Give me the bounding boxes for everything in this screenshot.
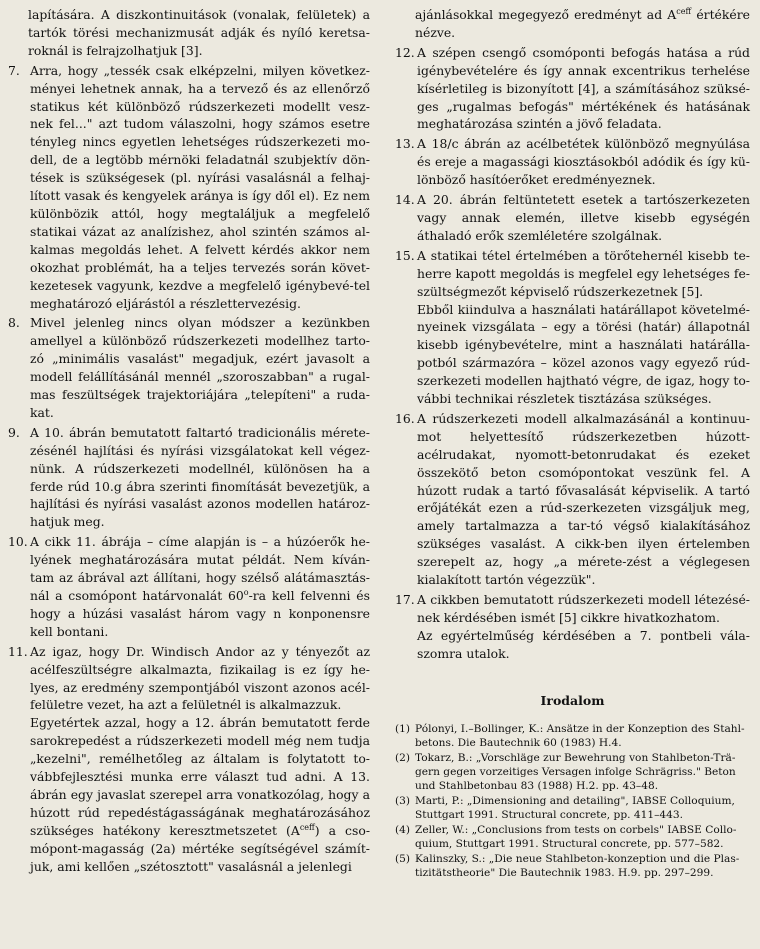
item-text: Az igaz, hogy Dr. Windisch Andor az y tényezőt az acélfeszültségre alkalmazta, fizikailag is ez így he-lyes, az eredmény szempontjából viszont azonos acél-felületre vezet, ha azt a felületnél is alkalmazzuk.: [30, 643, 370, 713]
ceff-sup: ceff: [299, 822, 315, 832]
item-text: A szépen csengő csomóponti befogás hatása a rúd igénybevételére és így annak excentrikus terhelése kísérletileg is bizonyított [4], a számításához szüksé-ges „rugalmas befogás" mértékének és hatásának meghatározása szintén a jövő feladata.: [417, 44, 750, 132]
item-number: 15.: [395, 247, 415, 263]
left-column: [8, 6, 370, 878]
numbered-list: [395, 44, 750, 663]
item-paragraph: Ebből kiindulva a használati határállapot követelmé-nyeinek vizsgálata – egy a törési (határ) állapotnál kisebb igénybevételre, mint a használati határálla-potból származóra – közel azonos vagy egyező rúd-szerkezeti modellen hajtható végre, de igaz, hogy to-vábbi technikai részletek tisztázása szükséges.: [417, 301, 750, 407]
reference-number: (3): [395, 794, 411, 807]
list-item: [395, 410, 750, 589]
reference-item: [395, 751, 750, 793]
item-number: 9.: [8, 424, 20, 440]
item-paragraph: [30, 714, 370, 875]
list-item: [395, 191, 750, 245]
item-text: A rúdszerkezeti modell alkalmazásánál a kontinuu-mot helyettesítő rúdszerkezetben húzott-acélrudakat, nyomott-betonrudakat és ezeket összekötő beton csomópontokat veszünk fel. A húzott rudak a tartó fővasalását képviselik. A tartó erőjátékát ezen a rúd-szerkezeten vizsgáljuk meg, amely tartalmazza a tar-tó végső kialakításához szükséges vasalást. A cikk-ben ilyen értelemben szerepelt az, hogy „a mérete-zést a véglegesen kialakított tartón végezzük".: [417, 410, 750, 588]
item-text: [30, 533, 370, 640]
item-text: A statikai tétel értelmében a törőtehernél kisebb te-herre kapott megoldás is megfelel egy lehetséges fe-szültségmezőt képviselő rúdszerkezetnek [5].: [417, 247, 750, 299]
reference-number: (2): [395, 751, 411, 764]
item-text: A 10. ábrán bemutatott faltartó tradicionális mérete-zésénél hajlítási és nyírási vizsgálatokat kell végez-nünk. A rúdszerkezeti modellnél, különösen ha a ferde rúd 10.g ábra szerinti finomítását bevezetjük, a hajlítási és nyírási vasalást azonos modellen határoz-hatjuk meg.: [30, 424, 370, 530]
item-text-part: ) a cso-mópont-magasság (2a) mértéke segítségével számít-juk, ami kellően „szétosztott" vasalásnál a jelenlegi: [30, 822, 370, 874]
item-number: 10.: [8, 534, 28, 550]
reference-item: [395, 794, 750, 822]
item-text: A 18/c ábrán az acélbetétek különböző megnyúlása és ereje a magassági kiosztásokból adódik és így kü-lönböző hasítóerőket eredményeznek.: [417, 136, 750, 188]
item-number: 12.: [395, 44, 415, 60]
item-number: 13.: [395, 136, 415, 152]
right-column: [395, 6, 750, 881]
list-item: [8, 62, 370, 313]
degree-sup: o: [243, 587, 249, 597]
item-paragraph: Az egyértelműség kérdésében a 7. pontbeli vála-szomra utalok.: [417, 627, 750, 661]
item-text: A 20. ábrán feltüntetett esetek a tartószerkezeten vagy annak elemén, illetve kisebb egységén áthaladó erők szemléletére szolgálnak.: [417, 192, 750, 243]
reference-number: (4): [395, 823, 411, 836]
ceff-sup: ceff: [676, 6, 692, 16]
list-item: [395, 591, 750, 663]
reference-item: [395, 852, 750, 880]
numbered-list: [8, 62, 370, 876]
references-heading: Irodalom: [540, 692, 605, 708]
reference-text: Tokarz, B.: „Vorschläge zur Bewehrung von Stahlbeton-Trä-gern gegen vorzeitiges Versagen infolge Schrägriss." Beton und Stahlbetonbau 83 (1988) H.2. pp. 43–48.: [415, 751, 736, 792]
intro-paragraph: [415, 6, 750, 42]
reference-text: Marti, P.: „Dimensioning and detailing", IABSE Colloquium, Stuttgart 1991. Structural concrete, pp. 411–443.: [415, 794, 735, 821]
reference-text: Kalinszky, S.: „Die neue Stahlbeton-konzeption und die Plas-tizitätstheorie" Die Bautechnik 1983. H.9. pp. 297–299.: [415, 852, 740, 879]
item-text: Mivel jelenleg nincs olyan módszer a kezünkben amellyel a különböző rúdszerkezeti modellhez tarto-zó „minimális vasalást" megadjuk, ezért javasolt a modell felállításánál mennél „szoroszabban" a rugal-mas feszültségek trajektoriájára „telepíteni" a ruda-kat.: [30, 315, 370, 420]
list-item: [8, 314, 370, 421]
reference-number: (1): [395, 722, 411, 735]
reference-item: [395, 823, 750, 851]
item-number: 8.: [8, 315, 20, 331]
item-text-part: A cikk 11. ábrája – címe alapján is – a húzóerők he-lyének meghatározására mutat példát. Nem kíván-tam az ábrával azt állítani, hogy szélső alátámasztás-nál a csomópont határvonalát 60: [30, 534, 370, 603]
intro-text-part: ajánlásokkal megegyező eredményt ad A: [415, 7, 677, 22]
list-item: [395, 247, 750, 408]
list-item: [8, 643, 370, 876]
item-text-part: -ra kell felvenni és hogy a húzási vasalást három vagy n konponensre kell bontani.: [30, 588, 370, 639]
intro-paragraph: lapítására. A diszkontinuitások (vonalak, felületek) a tartók törési mechanizmusát adják és nyíló keretsa-roknál is felrajzolhatjuk [3].: [28, 7, 370, 58]
item-number: 7.: [8, 62, 20, 78]
intro-text-part: értékére nézve.: [415, 7, 750, 40]
item-text: Arra, hogy „tessék csak elképzelni, milyen következ-ményei lehetnek annak, ha a tervező és az ellenőrző statikus két különböző rúdszerkezeti modellt vesz-nek fel..." azt tudom válaszolni, hogy számos esetre tényleg nincs egyetlen lehetséges rúdszerkezeti mo-dell, de a legtöbb mérnöki feladatnál szubjektív dön-tések is szükségesek (pl. nyírási vasalásnál a felhaj-lított vasak és kengyelek aránya is így dől el). Ez nem különbözik attól, hogy megtaláljuk a megfelelő statikai vázat az analízishez, ahol szintén számos al-kalmas megoldás lehet. A felvett kérdés akkor nem okozhat problémát, ha a teljes tervezés során követ-kezetesek vagyunk, kezdve a megfelelő igénybevé-tel meghatározó eljárástól a részlettervezésig.: [30, 62, 370, 311]
item-number: 14.: [395, 192, 415, 208]
references-list: [395, 722, 750, 880]
item-number: 17.: [395, 592, 415, 607]
list-item: [395, 44, 750, 134]
item-number: 16.: [395, 410, 415, 426]
list-item: [395, 135, 750, 189]
list-item: [8, 533, 370, 640]
item-text: A cikkben bemutatott rúdszerkezeti modell létezésé-nek kérdésében ismét [5] cikkre hivatkozhatom.: [417, 592, 750, 625]
reference-text: Zeller, W.: „Conclusions from tests on corbels" IABSE Collo-quium, Stuttgart 1991. Structural concrete, pp. 577–582.: [415, 823, 737, 850]
reference-number: (5): [395, 852, 411, 865]
item-text-part: Egyetértek azzal, hogy a 12. ábrán bemutatott ferde sarokrepedést a rúdszerkezeti modell még nem tudja „kezelni", remélhetőleg az általam is folytatott to-vábbfejlesztési munka erre választ tud adni. A 13. ábrán egy javaslat szerepel arra vonatkozólag, hogy a húzott rúd repedéstágasságának meghatározásához szükséges hatékony keresztmetszetet (A: [30, 715, 370, 838]
reference-item: [395, 722, 750, 750]
list-item: [8, 424, 370, 531]
reference-text: Pólonyi, I.–Bollinger, K.: Ansätze in der Konzeption des Stahl-betons. Die Bautechnik 60 (1983) H.4.: [415, 722, 745, 749]
item-number: 11.: [8, 643, 28, 659]
